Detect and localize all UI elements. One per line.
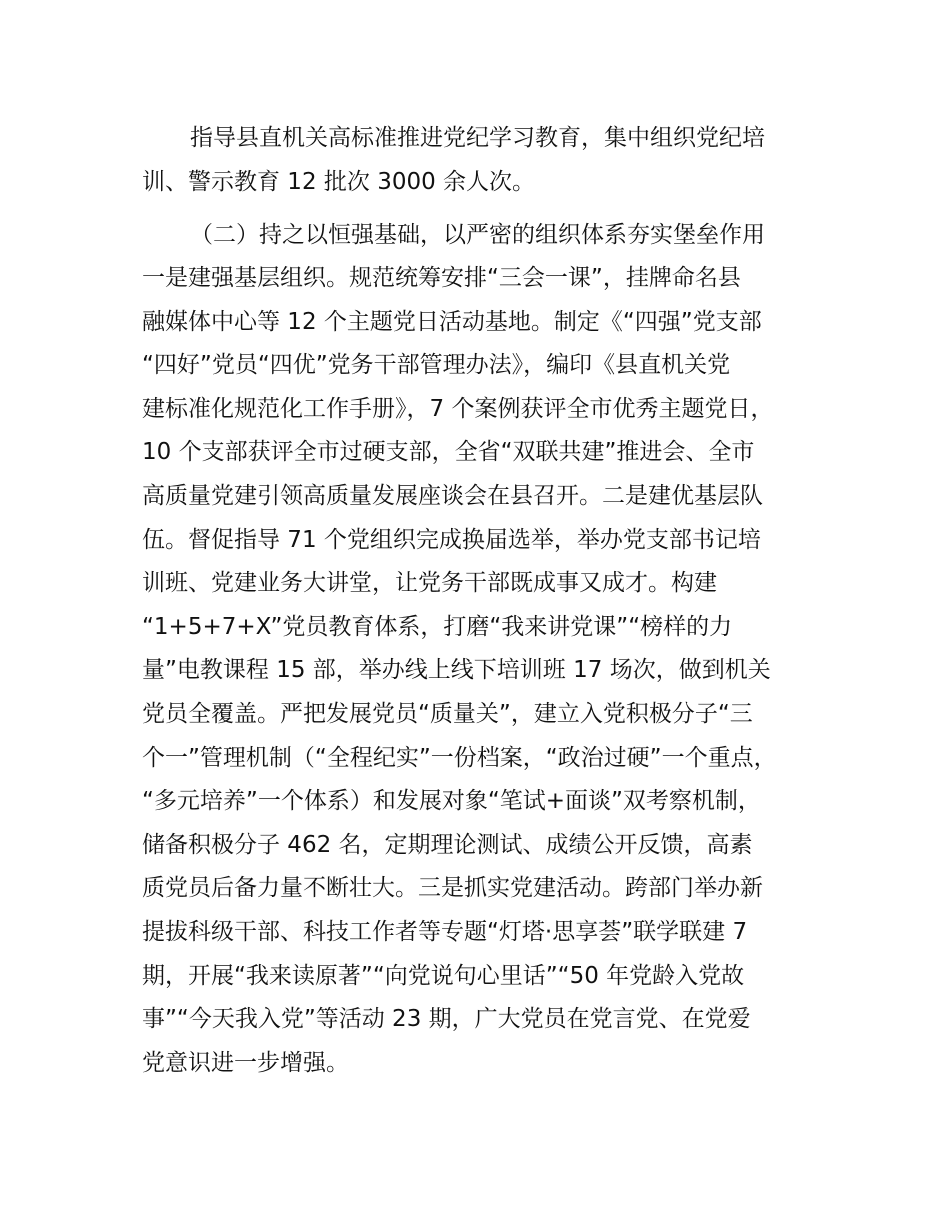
text-line: 质党员后备力量不断壮大。三是抓实党建活动。跨部门举办新 xyxy=(142,875,763,902)
text-line: “1+5+7+X”党员教育体系，打磨“我来讲党课”“榜样的力 xyxy=(142,613,733,640)
text-line: 融媒体中心等 12 个主题党日活动基地。制定《“四强”党支部 xyxy=(142,308,762,335)
text-line: 量”电教课程 15 部，举办线上线下培训班 17 场次，做到机关 xyxy=(142,657,771,684)
text-line: 指导县直机关高标准推进党纪学习教育，集中组织党纪培 xyxy=(190,125,765,151)
text-line: 党意识进一步增强。 xyxy=(142,1049,349,1076)
section-heading-text: （二）持之以恒强基础，以严密的组织体系夯实堡垒作用 xyxy=(190,222,765,248)
text-line: 10 个支部获评全市过硬支部，全省“双联共建”推进会、全市 xyxy=(142,439,755,466)
text-line: 高质量党建引领高质量发展座谈会在县召开。二是建优基层队 xyxy=(142,482,763,509)
text-line: 期，开展“我来读原著”“向党说句心里话”“50 年党龄入党故 xyxy=(142,962,745,989)
text-line: “四好”党员“四优”党务干部管理办法》，编印《县直机关党 xyxy=(142,352,731,379)
text-line: 伍。督促指导 71 个党组织完成换届选举，举办党支部书记培 xyxy=(142,526,761,553)
text-line: 训班、党建业务大讲堂，让党务干部既成事又成才。构建 xyxy=(142,570,717,597)
text-line: 训、警示教育 12 批次 3000 余人次。 xyxy=(142,168,536,195)
text-line: 提拔科级干部、科技工作者等专题“灯塔·思享荟”联学联建 7 xyxy=(142,918,748,945)
text-line: 一是建强基层组织。规范统筹安排“三会一课”，挂牌命名县 xyxy=(142,265,741,291)
text-line: 党员全覆盖。严把发展党员“质量关”，建立入党积极分子“三 xyxy=(142,700,753,727)
text-line: 事”“今天我入党”等活动 23 期，广大党员在党言党、在党爱 xyxy=(142,1006,751,1033)
text-line: “多元培养”一个体系）和发展对象“笔试+面谈”双考察机制， xyxy=(142,788,761,815)
text-line: 建标准化规范化工作手册》，7 个案例获评全市优秀主题党日， xyxy=(142,395,774,422)
paragraph-2 xyxy=(142,257,838,1085)
text-line: 储备积极分子 462 名，定期理论测试、成绩公开反馈，高素 xyxy=(142,831,753,858)
text-line: 个一”管理机制（“全程纪实”一份档案，“政治过硬”一个重点， xyxy=(142,744,777,771)
paragraph-1 xyxy=(142,117,838,204)
section-heading xyxy=(142,214,838,258)
